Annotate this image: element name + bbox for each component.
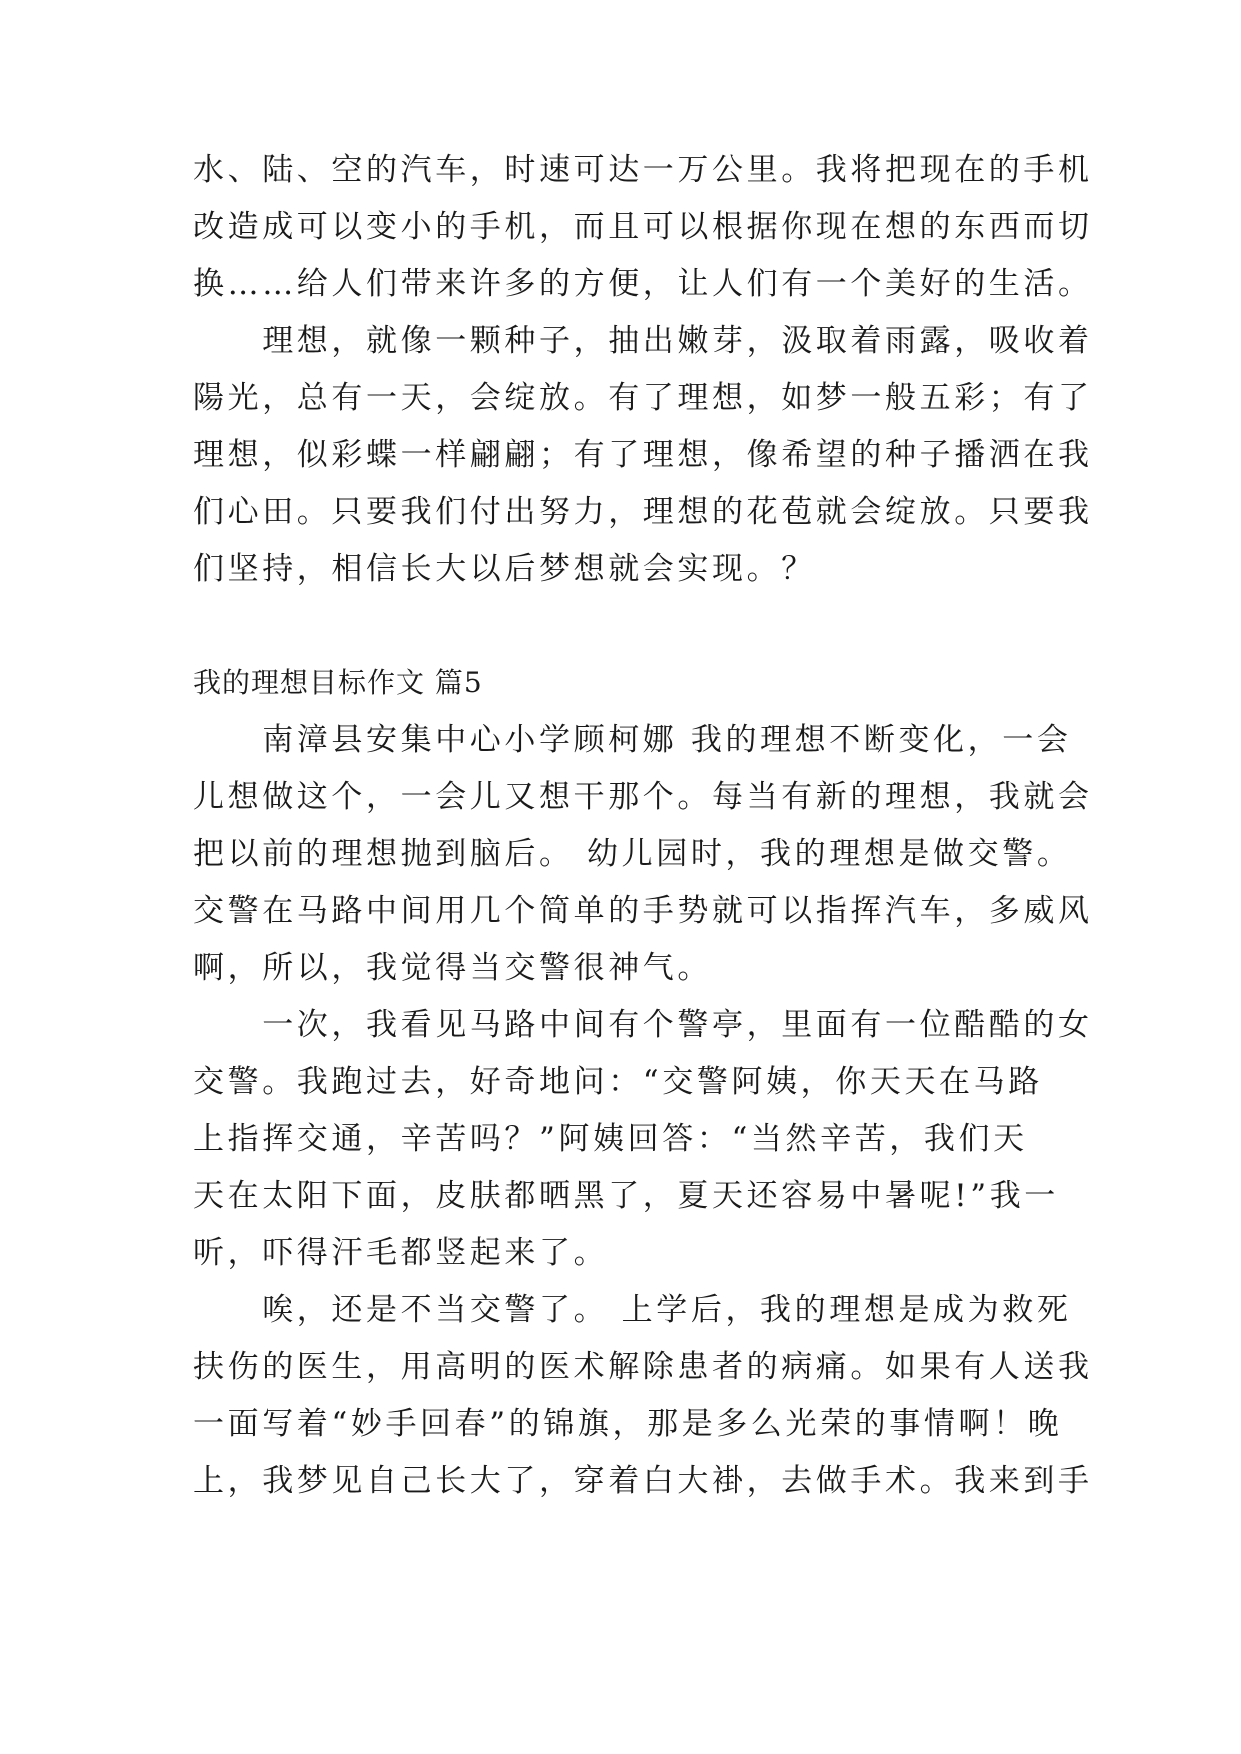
text-line: 天在太阳下面，皮肤都晒黑了，夏天还容易中暑呢!”我一 <box>193 1178 1059 1214</box>
document-page <box>193 0 1093 1754</box>
text-line: 听，吓得汗毛都竖起来了。 <box>193 1235 609 1271</box>
text-line: 上，我梦见自己长大了，穿着白大褂，去做手术。我来到手 <box>193 1463 1093 1499</box>
text-line: 理想，似彩蝶一样翩翩；有了理想，像希望的种子播洒在我 <box>193 437 1093 473</box>
text-line: 一次，我看见马路中间有个警亭，里面有一位酷酷的女 <box>193 1007 1093 1043</box>
text-line: 把以前的理想抛到脑后。 幼儿园时，我的理想是做交警。 <box>193 836 1072 872</box>
text-line: 水、陆、空的汽车，时速可达一万公里。我将把现在的手机 <box>193 152 1093 188</box>
text-line: 改造成可以变小的手机，而且可以根据你现在想的东西而切 <box>193 209 1093 245</box>
text-line: 们心田。只要我们付出努力，理想的花苞就会绽放。只要我 <box>193 494 1093 530</box>
text-line: 唉，还是不当交警了。 上学后，我的理想是成为救死 <box>193 1292 1072 1328</box>
text-line: 上指挥交通，辛苦吗？”阿姨回答：“当然辛苦，我们天 <box>193 1121 1028 1157</box>
section-heading: 我的理想目标作文 篇5 <box>193 666 483 699</box>
text-line: 交警在马路中间用几个简单的手势就可以指挥汽车，多威风 <box>193 893 1093 929</box>
text-line: 儿想做这个，一会儿又想干那个。每当有新的理想，我就会 <box>193 779 1093 815</box>
text-line: 交警。我跑过去，好奇地问：“交警阿姨，你天天在马路 <box>193 1064 1043 1100</box>
text-line: 陽光，总有一天，会绽放。有了理想，如梦一般五彩；有了 <box>193 380 1093 416</box>
text-line: 换……给人们带来许多的方便，让人们有一个美好的生活。 <box>193 266 1093 302</box>
text-line: 南漳县安集中心小学顾柯娜 我的理想不断变化，一会 <box>193 722 1072 758</box>
text-line: 扶伤的医生，用高明的医术解除患者的病痛。如果有人送我 <box>193 1349 1093 1385</box>
text-line: 理想，就像一颗种子，抽出嫩芽，汲取着雨露，吸收着 <box>193 323 1093 359</box>
text-line: 们坚持，相信长大以后梦想就会实现。？ <box>193 551 816 587</box>
text-line: 啊，所以，我觉得当交警很神气。 <box>193 950 712 986</box>
text-line: 一面写着“妙手回春”的锦旗，那是多么光荣的事情啊！晚 <box>193 1406 1063 1442</box>
